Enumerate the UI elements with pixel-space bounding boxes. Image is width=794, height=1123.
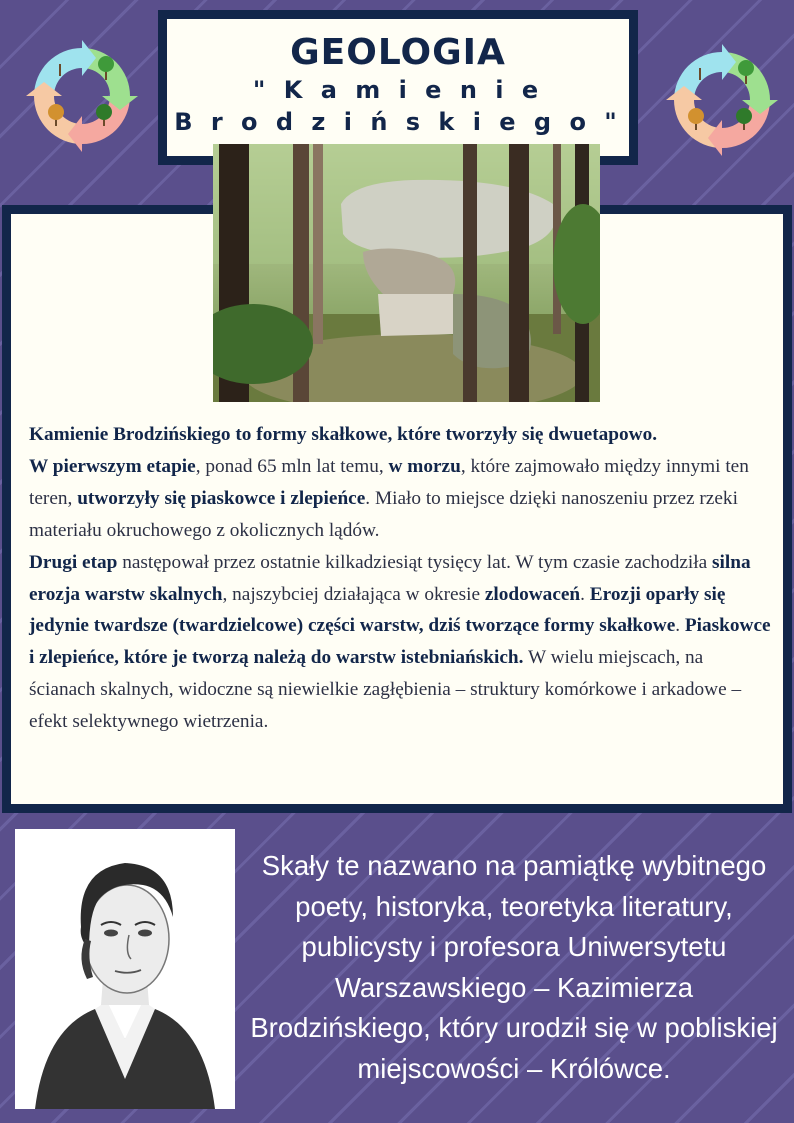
text-bold: Erozji oparły się jedynie twardsze (twardzielcowe) części warstw, dziś tworzące formy skałkowe	[29, 583, 726, 637]
seasons-cycle-icon	[26, 40, 138, 152]
text-bold: utworzyły się piaskowce i zlepieńce	[77, 487, 366, 509]
text-run: , które zajmowało między innymi ten teren,	[29, 455, 749, 509]
text-run: , najszybciej działająca w okresie	[222, 583, 485, 605]
page-subtitle-line1: " K a m i e n i e	[252, 76, 544, 104]
text-run: .	[675, 615, 685, 637]
text-bold: silna erozja warstw skalnych	[29, 551, 751, 605]
article-text	[29, 419, 773, 738]
text-bold: W pierwszym etapie	[29, 455, 196, 477]
text-run: . Miało to miejsce dzięki nanoszeniu przez rzeki materiału okruchowego z okolicznych lądów.	[29, 487, 738, 541]
seasons-cycle-icon	[666, 44, 778, 156]
photo-illustration	[213, 144, 600, 402]
dedication-text: Skały te nazwano na pamiątkę wybitnego poety, historyka, teoretyka literatury, publicysty i profesora Uniwersytetu Warszawskiego – Kazimierza Brodzińskiego, który urodził się w pobliskiej miejscowości – Królówce.	[250, 850, 778, 1084]
text-run: .	[580, 583, 590, 605]
text-bold: w morzu	[388, 455, 461, 477]
text-bold: Drugi etap	[29, 551, 118, 573]
text-bold: Piaskowce i zlepieńce, które je tworzą należą do warstw istebniańskich.	[29, 615, 771, 669]
text-run: W wielu miejscach, na ścianach skalnych, widoczne są niewielkie zagłębienia – struktury komórkowe i arkadowe – efekt selektywnego wietrzenia.	[29, 647, 742, 733]
portrait-illustration	[15, 829, 235, 1109]
page-subtitle-line2: B r o d z i ń s k i e g o "	[174, 108, 622, 136]
text-bold: Kamienie Brodzińskiego to formy skałkowe, które tworzyły się dwuetapowo.	[29, 424, 658, 445]
rock-formation-photo	[213, 144, 600, 402]
text-bold: zlodowaceń	[484, 583, 581, 605]
text-run: , ponad 65 mln lat temu,	[195, 455, 389, 477]
title-panel	[167, 19, 629, 156]
portrait-drawing	[15, 829, 235, 1109]
text-run: następował przez ostatnie kilkadziesiąt tysięcy lat. W tym czasie zachodziła	[117, 551, 713, 573]
title-box	[158, 10, 638, 165]
page-title: GEOLOGIA	[290, 32, 506, 73]
